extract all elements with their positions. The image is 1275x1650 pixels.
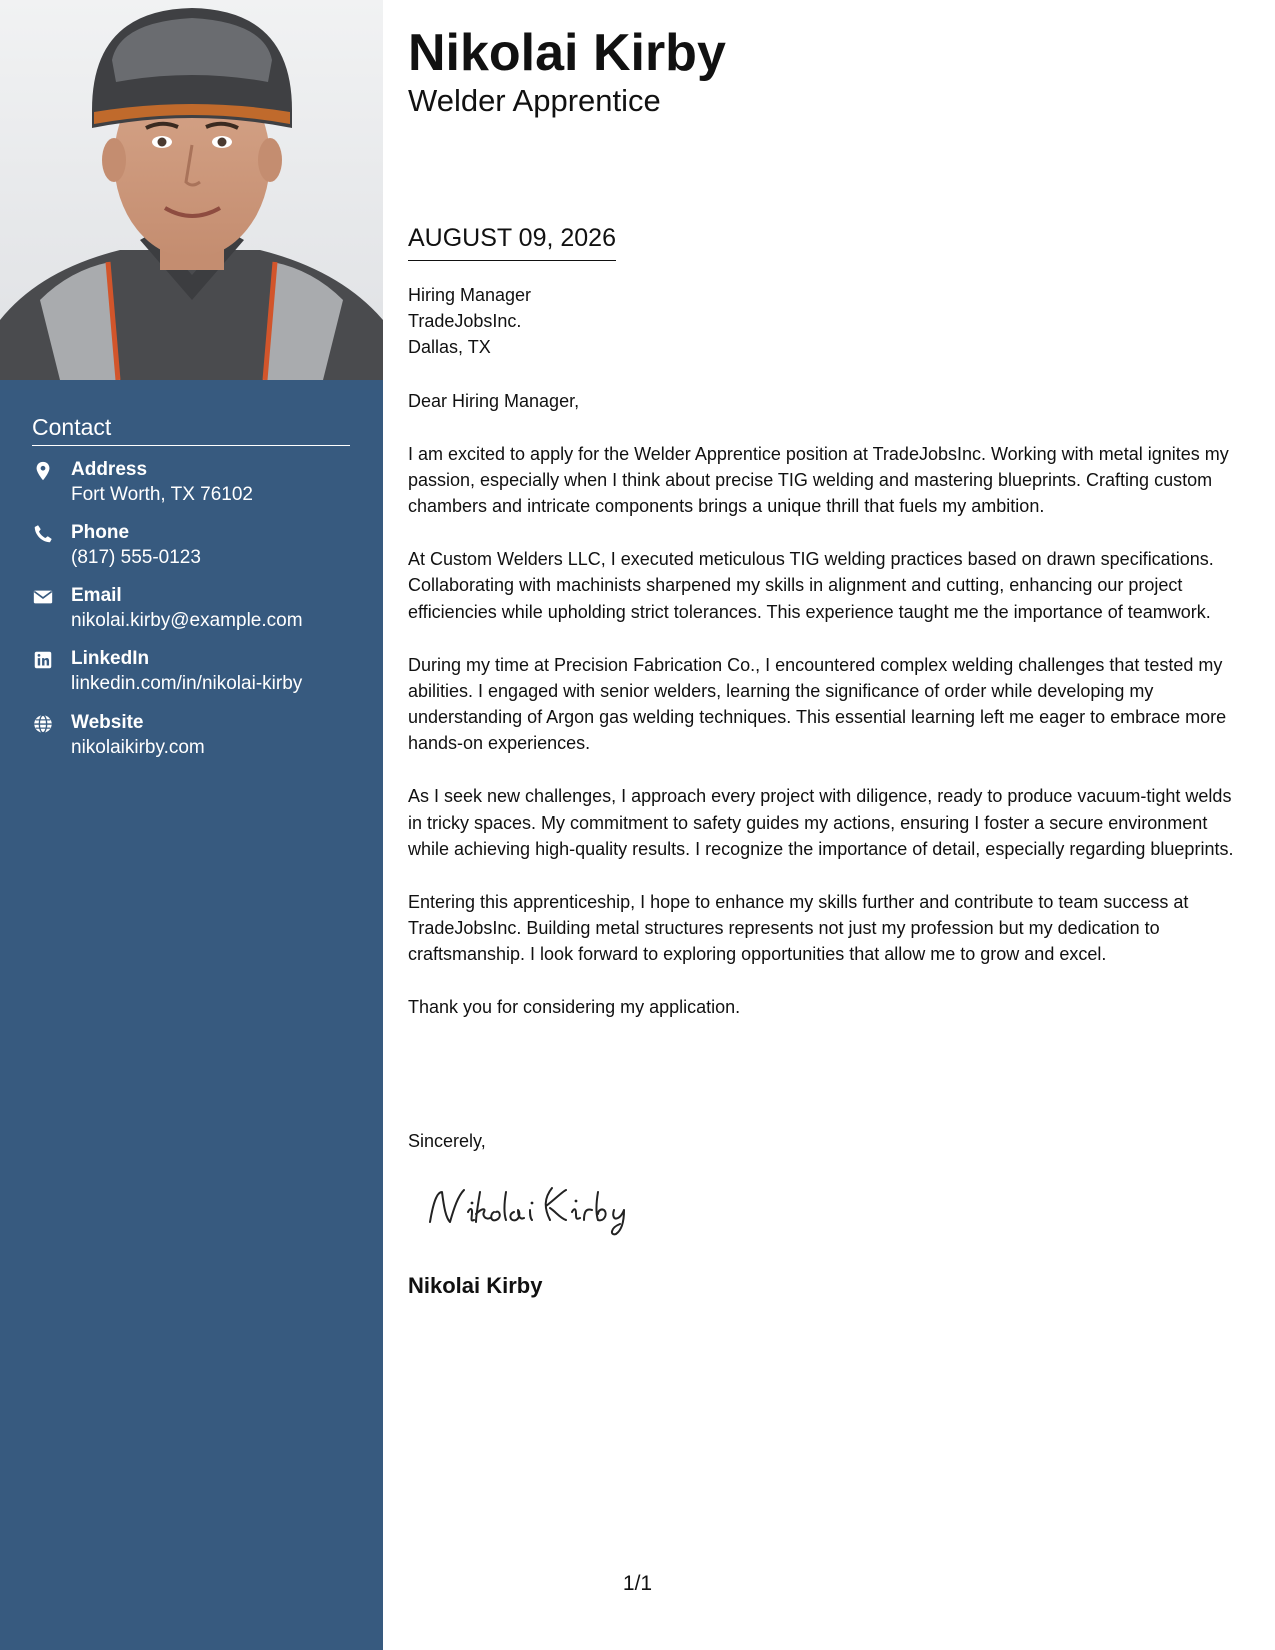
email-value[interactable]: nikolai.kirby@example.com bbox=[71, 610, 303, 631]
page-number: 1/1 bbox=[622, 1572, 653, 1595]
address-value: Fort Worth, TX 76102 bbox=[71, 484, 253, 505]
website-label: Website bbox=[71, 712, 144, 733]
email-label: Email bbox=[71, 585, 122, 606]
phone-icon bbox=[32, 523, 54, 545]
phone-value[interactable]: (817) 555-0123 bbox=[71, 547, 201, 568]
letter-paragraph: Thank you for considering my application. bbox=[408, 997, 741, 1018]
letter-paragraph: Entering this apprenticeship, I hope to enhance my skills further and contribute to team success at TradeJobsInc. Building metal structures represents not just my profession but my dedication to craftsmanship. I look forward to exploring opportunities that allow me to grow and excel. bbox=[408, 891, 1189, 965]
linkedin-value[interactable]: linkedin.com/in/nikolai-kirby bbox=[71, 673, 303, 694]
applicant-name: Nikolai Kirby bbox=[408, 24, 726, 82]
letter-paragraph: At Custom Welders LLC, I executed meticulous TIG welding practices based on drawn specifications. Collaborating with machinists sharpened my skills in alignment and cutting, enhancing our project efficiencies while upholding strict tolerances. This experience taught me the importance of teamwork. bbox=[408, 549, 1214, 622]
salutation: Dear Hiring Manager, bbox=[408, 391, 580, 411]
signature bbox=[424, 1178, 664, 1238]
letter-paragraph: As I seek new challenges, I approach every project with diligence, ready to produce vacuum-tight welds in tricky spaces. My commitment to safety guides my actions, ensuring I foster a secure environment while achieving high-quality results. I recognize the importance of detail, especially regarding blueprints. bbox=[408, 786, 1234, 859]
letter-body bbox=[408, 388, 1250, 1047]
contact-heading: Contact bbox=[32, 413, 350, 446]
letter-paragraph: I am excited to apply for the Welder Apprentice position at TradeJobsInc. Working with metal ignites my passion, especially when I think about precise TIG welding and mastering blueprints. Crafting custom chambers and intricate components brings a unique thrill that fuels my ambition. bbox=[408, 443, 1229, 517]
recipient-line: Dallas, TX bbox=[408, 337, 491, 357]
sidebar bbox=[0, 0, 383, 1650]
profile-photo bbox=[0, 0, 383, 380]
closing: Sincerely, bbox=[408, 1131, 486, 1151]
recipient-block bbox=[408, 282, 531, 360]
applicant-title: Welder Apprentice bbox=[408, 83, 661, 118]
signed-name: Nikolai Kirby bbox=[408, 1273, 543, 1298]
envelope-icon bbox=[32, 586, 54, 608]
address-label: Address bbox=[71, 459, 148, 480]
recipient-line: TradeJobsInc. bbox=[408, 311, 522, 331]
linkedin-icon bbox=[32, 649, 54, 671]
handwritten-signature bbox=[424, 1178, 664, 1238]
linkedin-label: LinkedIn bbox=[71, 648, 150, 669]
letter-paragraph: During my time at Precision Fabrication Co., I encountered complex welding challenges that tested my abilities. I engaged with senior welders, learning the significance of order while developing my understanding of Argon gas welding techniques. This essential learning left me eager to embrace more hands-on experiences. bbox=[408, 654, 1227, 754]
website-value[interactable]: nikolaikirby.com bbox=[71, 737, 205, 758]
globe-icon bbox=[32, 713, 54, 735]
letter-date: AUGUST 09, 2026 bbox=[408, 222, 616, 261]
map-pin-icon bbox=[32, 460, 54, 482]
phone-label: Phone bbox=[71, 522, 130, 543]
recipient-line: Hiring Manager bbox=[408, 285, 532, 305]
profile-photo-illustration bbox=[0, 0, 383, 380]
